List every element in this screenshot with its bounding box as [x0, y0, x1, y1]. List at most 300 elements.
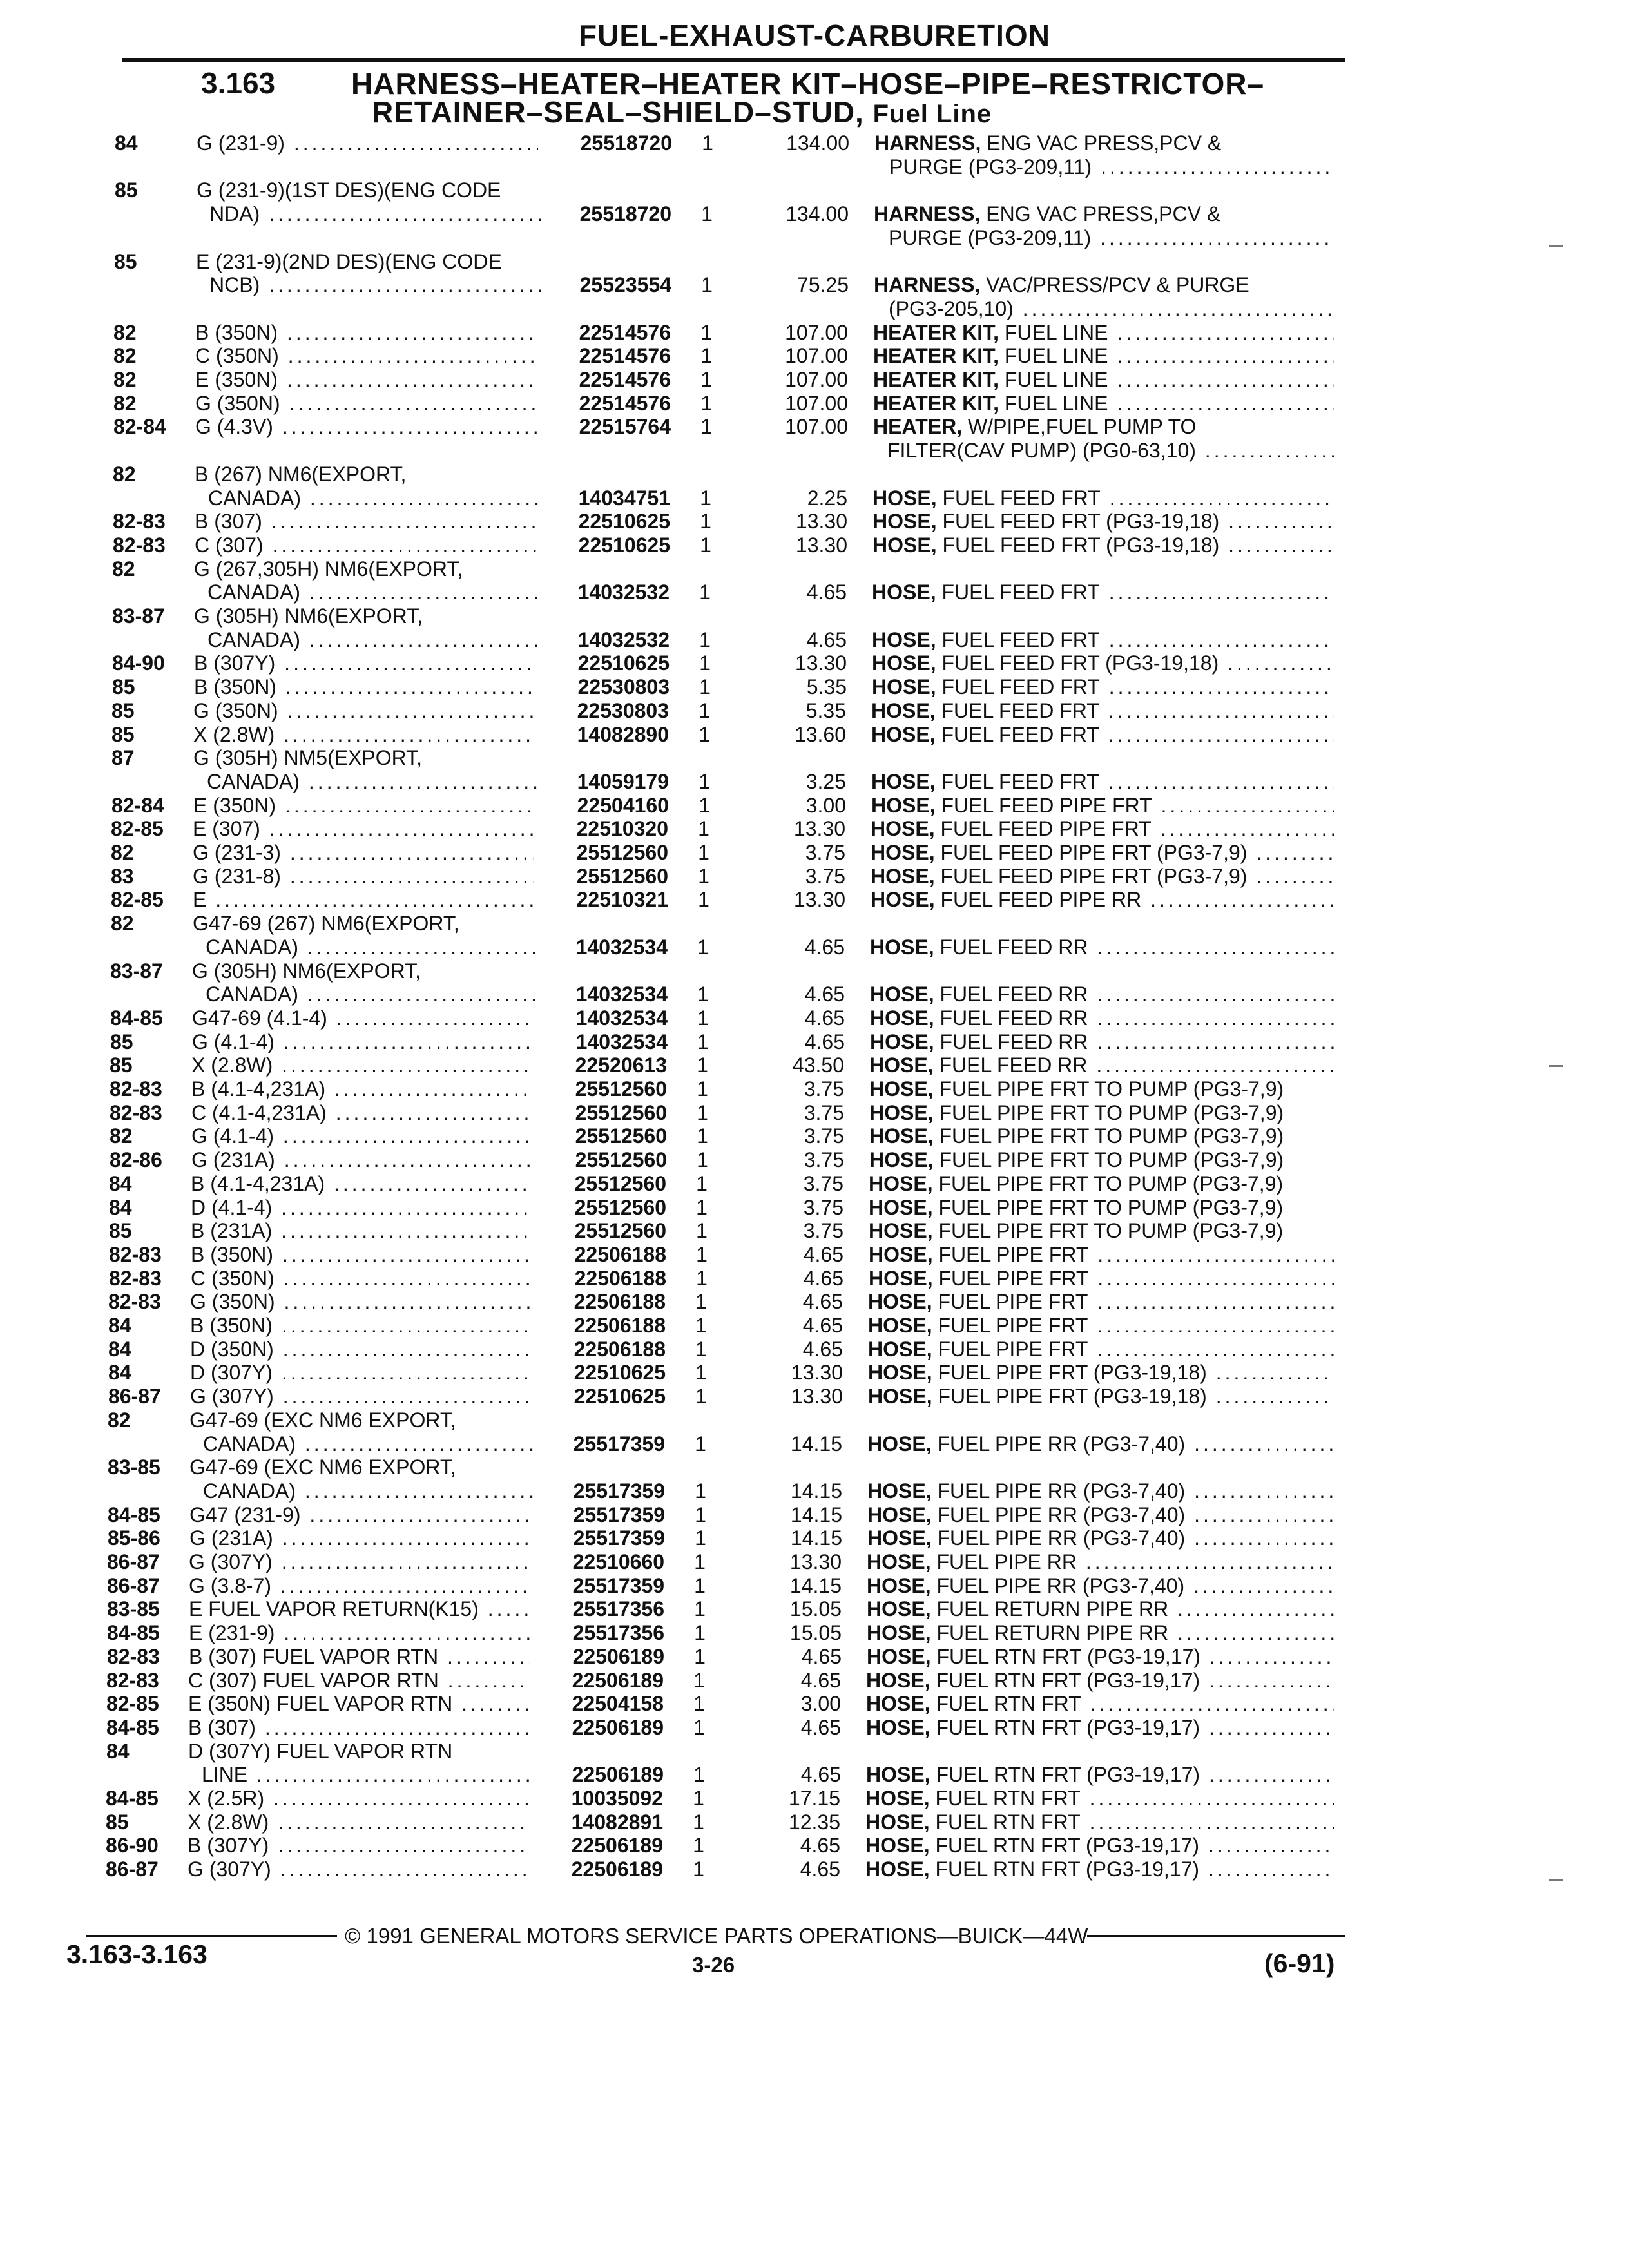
price: 3.25 [805, 770, 846, 793]
quantity: 1 [701, 202, 713, 226]
part-description [871, 698, 1334, 723]
quantity: 1 [699, 723, 710, 746]
margin-mark [1549, 1879, 1563, 1881]
description-text: FUEL FEED FRT [941, 628, 1100, 651]
year-range: 83-85 [107, 1597, 160, 1620]
heading-line-2-text: RETAINER–SEAL–SHIELD–STUD, [372, 95, 864, 129]
part-description [872, 509, 1334, 533]
quantity: 1 [700, 533, 711, 557]
model-code: B (350N) ..... [194, 675, 535, 699]
part-number: 14032532 [577, 581, 670, 604]
model-code: CANADA) ..... [206, 935, 537, 959]
description-text: FUEL PIPE FRT TO PUMP (PG3-7,9) [938, 1219, 1284, 1242]
part-description [871, 769, 1334, 794]
part-type: HOSE, [870, 983, 934, 1006]
year-range: 82-83 [110, 1077, 162, 1100]
part-number: 25518720 [580, 131, 672, 155]
price: 15.05 [789, 1597, 842, 1620]
quantity: 1 [697, 1148, 708, 1171]
description-text: FUEL PIPE RR (PG3-7,40) [937, 1479, 1186, 1503]
part-type: HOSE, [867, 1621, 931, 1644]
part-number: 22506189 [572, 1645, 664, 1668]
model-code: E FUEL VAPOR RETURN(K15) ..... [189, 1597, 530, 1621]
description-text: FUEL PIPE RR (PG3-7,40) [937, 1526, 1186, 1550]
description-text: FUEL RTN FRT [936, 1692, 1081, 1715]
description-text: FUEL PIPE FRT TO PUMP (PG3-7,9) [938, 1196, 1284, 1219]
part-description [867, 1573, 1334, 1598]
part-description [869, 1077, 1334, 1101]
revision-date: (6-91) [1264, 1948, 1335, 1978]
part-description [869, 1053, 1334, 1077]
price: 14.15 [789, 1574, 842, 1597]
part-description [889, 296, 1334, 321]
part-number: 14032534 [575, 983, 668, 1006]
part-type: HOSE, [869, 1124, 934, 1148]
model-code: G (231-8) ..... [193, 864, 534, 889]
quantity: 1 [699, 651, 711, 675]
description-text: FUEL PIPE RR (PG3-7,40) [937, 1432, 1186, 1456]
footer-rule-right [1087, 1935, 1345, 1937]
year-range: 86-90 [106, 1834, 159, 1857]
model-code: G (231-9)(1ST DES)(ENG CODE [197, 178, 501, 202]
part-description [871, 722, 1334, 747]
part-type: HOSE, [866, 1669, 930, 1692]
quantity: 1 [700, 415, 712, 438]
model-code: B (4.1-4,231A) ..... [191, 1077, 533, 1101]
part-number: 14032534 [575, 1030, 668, 1053]
price: 3.00 [805, 794, 846, 817]
model-code: B (350N) ..... [190, 1313, 532, 1338]
quantity: 1 [695, 1432, 706, 1456]
model-code: X (2.5R) ..... [188, 1786, 529, 1811]
part-number: 22506188 [574, 1338, 666, 1361]
description-text: FUEL PIPE FRT TO PUMP (PG3-7,9) [939, 1124, 1284, 1148]
part-description [867, 1620, 1334, 1645]
heading-suffix: Fuel Line [872, 100, 992, 128]
price: 3.75 [803, 1196, 843, 1219]
model-code: G47-69 (267) NM6(EXPORT, [193, 912, 459, 935]
quantity: 1 [699, 794, 710, 817]
model-code: E (307) ..... [193, 816, 534, 841]
part-type: HOSE, [868, 1338, 932, 1361]
model-code: G47-69 (4.1-4) ..... [192, 1006, 534, 1030]
price: 4.65 [803, 1243, 843, 1266]
description-text: FUEL PIPE FRT TO PUMP (PG3-7,9) [938, 1172, 1284, 1195]
description-text: FUEL RTN FRT [935, 1811, 1081, 1834]
model-code: G (305H) NM6(EXPORT, [192, 959, 421, 983]
year-range: 85 [114, 250, 137, 273]
part-type: HOSE, [867, 1550, 931, 1573]
model-code: B (350N) ..... [191, 1242, 532, 1267]
part-number: 25518720 [579, 202, 671, 226]
description-text: FUEL PIPE FRT [938, 1290, 1088, 1313]
part-number: 22514576 [579, 368, 671, 391]
part-type: HEATER KIT, [873, 321, 999, 344]
part-description [874, 273, 1334, 297]
part-type: HOSE, [867, 1574, 931, 1597]
part-number: 25512560 [574, 1196, 666, 1219]
model-code: G (307Y) ..... [190, 1384, 532, 1408]
model-code: B (307) ..... [188, 1715, 530, 1740]
part-number: 22506189 [572, 1669, 664, 1692]
part-number: 25512560 [574, 1172, 666, 1195]
quantity: 1 [695, 1314, 707, 1337]
quantity: 1 [697, 1077, 708, 1100]
price: 13.30 [789, 1550, 842, 1573]
model-code: C (307) FUEL VAPOR RTN ..... [188, 1668, 530, 1693]
model-code: E (350N) ..... [195, 367, 537, 392]
part-type: HEATER KIT, [873, 368, 999, 391]
part-description [865, 1833, 1334, 1858]
model-code: CANADA) ..... [207, 769, 539, 794]
description-text: VAC/PRESS/PCV & PURGE [986, 273, 1249, 296]
quantity: 1 [693, 1716, 705, 1739]
year-range: 82-84 [113, 415, 166, 438]
price: 3.75 [804, 1101, 844, 1124]
part-type: HOSE, [865, 1834, 930, 1857]
description-text: FUEL FEED RR [940, 1006, 1088, 1030]
copyright-notice: © 1991 GENERAL MOTORS SERVICE PARTS OPERATIONS—BUICK—44W [345, 1924, 1088, 1948]
part-type: HOSE, [872, 675, 936, 698]
quantity: 1 [696, 1172, 708, 1195]
price: 3.75 [804, 1124, 844, 1148]
description-text: FUEL PIPE FRT (PG3-19,18) [938, 1361, 1207, 1384]
part-type: HOSE, [865, 1811, 930, 1834]
part-number: 22506189 [572, 1716, 664, 1739]
part-type: HOSE, [872, 581, 936, 604]
quantity: 1 [697, 1006, 709, 1030]
description-text: FUEL RTN FRT [935, 1787, 1081, 1810]
part-number: 22514576 [579, 344, 671, 367]
part-type: HOSE, [867, 1645, 931, 1668]
quantity: 1 [697, 936, 709, 959]
price: 4.65 [804, 1006, 845, 1030]
part-description [874, 202, 1334, 226]
part-type: HOSE, [867, 1479, 932, 1503]
part-number: 25512560 [575, 1101, 667, 1124]
part-number: 25512560 [575, 1077, 667, 1100]
year-range: 82 [113, 392, 137, 415]
model-code: G (231-9) ..... [197, 131, 538, 155]
part-description [865, 1810, 1334, 1834]
model-code: B (307Y) ..... [188, 1833, 529, 1858]
part-type: HOSE, [870, 1006, 934, 1030]
model-code: E (231-9) ..... [189, 1620, 530, 1645]
model-code: B (231A) ..... [191, 1218, 532, 1243]
price: 43.50 [792, 1053, 844, 1077]
model-code: CANADA) ..... [203, 1479, 535, 1503]
part-number: 10035092 [571, 1787, 663, 1810]
part-number: 22520613 [575, 1053, 667, 1077]
part-type: HOSE, [868, 1314, 932, 1337]
price: 4.65 [800, 1669, 841, 1692]
description-text: FUEL PIPE FRT [938, 1243, 1089, 1266]
quantity: 1 [693, 1787, 704, 1810]
part-description [870, 1006, 1334, 1030]
model-code: G (307Y) ..... [189, 1550, 530, 1574]
part-type: HOSE, [869, 1101, 934, 1124]
part-type: HEATER KIT, [873, 392, 999, 415]
part-description [869, 1242, 1334, 1267]
year-range: 82-83 [109, 1267, 162, 1290]
quantity: 1 [696, 1196, 708, 1219]
price: 3.75 [803, 1219, 843, 1242]
year-range: 84 [106, 1740, 130, 1763]
part-number: 22506188 [574, 1314, 666, 1337]
model-code: CANADA) ..... [206, 982, 537, 1006]
year-range: 82 [111, 912, 134, 935]
description-text: FUEL FEED FRT [941, 675, 1100, 698]
quantity: 1 [701, 273, 713, 296]
part-description [870, 982, 1334, 1006]
part-number: 22504158 [572, 1692, 664, 1715]
description-text: W/PIPE,FUEL PUMP TO [967, 415, 1197, 438]
part-description [871, 864, 1334, 889]
part-description [868, 1313, 1334, 1338]
part-number: 25523554 [579, 273, 671, 296]
part-description [872, 486, 1334, 510]
model-code: X (2.8W) ..... [191, 1053, 533, 1077]
part-type: HOSE, [872, 651, 936, 675]
description-text: FUEL FEED PIPE FRT (PG3-7,9) [940, 841, 1248, 864]
part-description [869, 1266, 1334, 1291]
section-range: 3.163-3.163 [66, 1939, 207, 1969]
quantity: 1 [693, 1834, 704, 1857]
part-number: 25517359 [572, 1574, 664, 1597]
year-range: 84 [109, 1196, 132, 1219]
part-type: HOSE, [871, 817, 935, 840]
part-description [867, 1503, 1334, 1527]
description-text: FUEL PIPE FRT TO PUMP (PG3-7,9) [939, 1148, 1284, 1171]
model-code: G (350N) ..... [195, 391, 537, 416]
price: 4.65 [804, 936, 845, 959]
price: 107.00 [785, 344, 848, 367]
year-range: 82 [111, 841, 134, 864]
quantity: 1 [697, 983, 709, 1006]
margin-mark [1549, 1065, 1563, 1067]
part-description [866, 1715, 1334, 1740]
model-code: D (307Y) FUEL VAPOR RTN [188, 1740, 453, 1763]
price: 5.35 [805, 699, 846, 722]
price: 5.35 [806, 675, 847, 698]
quantity: 1 [695, 1479, 706, 1503]
part-type: HOSE, [868, 1361, 932, 1384]
price: 13.30 [795, 510, 847, 533]
year-range: 85 [115, 178, 138, 202]
price: 4.65 [800, 1834, 840, 1857]
part-description [871, 793, 1334, 818]
description-text: FUEL RTN FRT (PG3-19,17) [936, 1716, 1200, 1739]
quantity: 1 [700, 510, 711, 533]
quantity: 1 [697, 1101, 708, 1124]
quantity: 1 [693, 1669, 705, 1692]
part-number: 14034751 [578, 486, 670, 510]
price: 4.65 [801, 1645, 842, 1668]
year-range: 86-87 [107, 1550, 160, 1573]
price: 75.25 [796, 273, 849, 296]
price: 3.75 [804, 1148, 844, 1171]
year-range: 84-85 [106, 1716, 159, 1739]
part-number: 14082890 [577, 723, 669, 746]
model-code: X (2.8W) ..... [188, 1810, 529, 1834]
description-text: FUEL FEED FRT (PG3-19,18) [941, 651, 1219, 675]
year-range: 83-87 [112, 604, 165, 628]
price: 134.00 [786, 202, 849, 226]
quantity: 1 [700, 392, 712, 415]
part-number: 14059179 [577, 770, 669, 793]
description-text: FUEL FEED FRT [941, 770, 1099, 793]
price: 13.30 [793, 817, 845, 840]
year-range: 86-87 [106, 1858, 159, 1881]
quantity: 1 [697, 1124, 708, 1148]
price: 107.00 [785, 321, 848, 344]
model-code: D (307Y) ..... [190, 1360, 532, 1385]
year-range: 85-86 [108, 1526, 160, 1550]
description-text: FUEL FEED FRT [941, 699, 1099, 722]
quantity: 1 [695, 1526, 706, 1550]
description-text: FUEL FEED RR [939, 1053, 1088, 1077]
part-type: HARNESS, [874, 273, 981, 296]
description-text: ENG VAC PRESS,PCV & [986, 202, 1221, 226]
part-type: HOSE, [870, 936, 934, 959]
quantity: 1 [700, 486, 711, 510]
quantity: 1 [700, 321, 712, 344]
description-text: FUEL PIPE FRT [938, 1338, 1088, 1361]
price: 4.65 [800, 1858, 840, 1881]
price: 12.35 [788, 1811, 840, 1834]
description-text: FUEL FEED RR [940, 1030, 1088, 1053]
year-range: 84 [108, 1361, 131, 1384]
year-range: 82 [113, 344, 137, 367]
year-range: 84-90 [112, 651, 165, 675]
part-number: 22506188 [574, 1243, 666, 1266]
year-range: 82-83 [109, 1243, 162, 1266]
quantity: 1 [699, 675, 711, 698]
description-text: FUEL LINE [1004, 321, 1108, 344]
model-code: E (231-9)(2ND DES)(ENG CODE [196, 250, 502, 273]
page-number: 3-26 [692, 1953, 735, 1977]
part-number: 22506189 [571, 1858, 663, 1881]
price: 3.75 [804, 1077, 844, 1100]
model-code: B (350N) ..... [195, 320, 537, 345]
part-number: 25517356 [572, 1621, 664, 1644]
model-code: CANADA) ..... [203, 1432, 535, 1456]
quantity: 1 [700, 344, 712, 367]
part-number: 14032534 [575, 936, 668, 959]
model-code: G (4.1-4) ..... [191, 1124, 533, 1148]
part-description [872, 533, 1334, 557]
part-type: HOSE, [871, 865, 935, 888]
part-type: HOSE, [868, 1385, 932, 1408]
part-number: 25512560 [576, 841, 668, 864]
part-description [867, 1432, 1334, 1456]
part-type: HOSE, [871, 770, 936, 793]
heading-line-1: HARNESS–HEATER–HEATER KIT–HOSE–PIPE–RESTRICTOR– [351, 67, 1265, 101]
description-text: FUEL RTN FRT (PG3-19,17) [936, 1645, 1201, 1668]
quantity: 1 [694, 1550, 706, 1573]
part-number: 22515764 [579, 415, 671, 438]
quantity: 1 [698, 817, 709, 840]
description-text: FUEL FEED PIPE FRT (PG3-7,9) [940, 865, 1248, 888]
model-code: G (305H) NM6(EXPORT, [194, 604, 423, 628]
quantity: 1 [695, 1338, 707, 1361]
part-description [872, 651, 1334, 675]
description-text: FUEL PIPE RR (PG3-7,40) [936, 1574, 1185, 1597]
model-code: G47-69 (EXC NM6 EXPORT, [189, 1408, 456, 1432]
part-description [867, 1597, 1334, 1621]
year-range: 85 [110, 1053, 133, 1077]
part-description [869, 1100, 1334, 1125]
part-description [870, 935, 1334, 959]
quantity: 1 [698, 888, 709, 911]
description-text: FUEL LINE [1004, 344, 1108, 367]
part-description [868, 1337, 1334, 1361]
year-range: 86-87 [108, 1385, 161, 1408]
year-range: 82 [113, 463, 136, 486]
year-range: 82-84 [111, 794, 164, 817]
part-number: 22510625 [578, 510, 670, 533]
part-description [873, 343, 1334, 368]
quantity: 1 [693, 1692, 705, 1715]
model-code: E (350N) FUEL VAPOR RTN ..... [188, 1691, 530, 1716]
year-range: 82 [108, 1408, 131, 1432]
part-number: 22510625 [574, 1385, 666, 1408]
part-type: HOSE, [869, 1148, 934, 1171]
part-type: HOSE, [872, 510, 937, 533]
part-type: HOSE, [869, 1219, 933, 1242]
part-number: 22510625 [577, 651, 670, 675]
year-range: 82 [113, 368, 137, 391]
description-text: FUEL RTN FRT (PG3-19,17) [935, 1834, 1200, 1857]
year-range: 82-85 [111, 888, 164, 911]
price: 4.65 [802, 1290, 843, 1313]
part-number: 25512560 [574, 1219, 666, 1242]
quantity: 1 [698, 841, 709, 864]
description-text: FUEL LINE [1004, 392, 1108, 415]
part-description [867, 1526, 1334, 1550]
part-type: HOSE, [866, 1716, 930, 1739]
year-range: 85 [106, 1811, 129, 1834]
part-description [869, 1148, 1334, 1172]
part-description [873, 367, 1334, 392]
price: 15.05 [789, 1621, 842, 1644]
part-description [867, 1479, 1334, 1503]
year-range: 82-85 [106, 1692, 159, 1715]
model-code: C (350N) ..... [191, 1266, 532, 1291]
model-code: B (267) NM6(EXPORT, [195, 463, 407, 486]
quantity: 1 [695, 1385, 707, 1408]
model-code: NDA) ..... [209, 202, 541, 226]
model-code: C (307) ..... [195, 533, 536, 557]
part-description [869, 1218, 1334, 1243]
model-code: C (4.1-4,231A) ..... [191, 1100, 533, 1125]
description-text: FUEL LINE [1004, 368, 1108, 391]
year-range: 82-83 [106, 1669, 159, 1692]
part-description [872, 628, 1334, 652]
year-range: 82-83 [113, 510, 166, 533]
quantity: 1 [696, 1243, 708, 1266]
part-description [866, 1668, 1334, 1693]
description-text: FUEL PIPE FRT [938, 1314, 1088, 1337]
quantity: 1 [699, 581, 711, 604]
part-number: 22530803 [577, 675, 670, 698]
description-text: FUEL FEED RR [940, 936, 1088, 959]
model-code: E (350N) ..... [193, 793, 535, 818]
part-type: HOSE, [865, 1787, 930, 1810]
model-code: LINE ..... [202, 1762, 534, 1787]
year-range: 85 [111, 699, 135, 722]
part-type: HOSE, [871, 841, 935, 864]
